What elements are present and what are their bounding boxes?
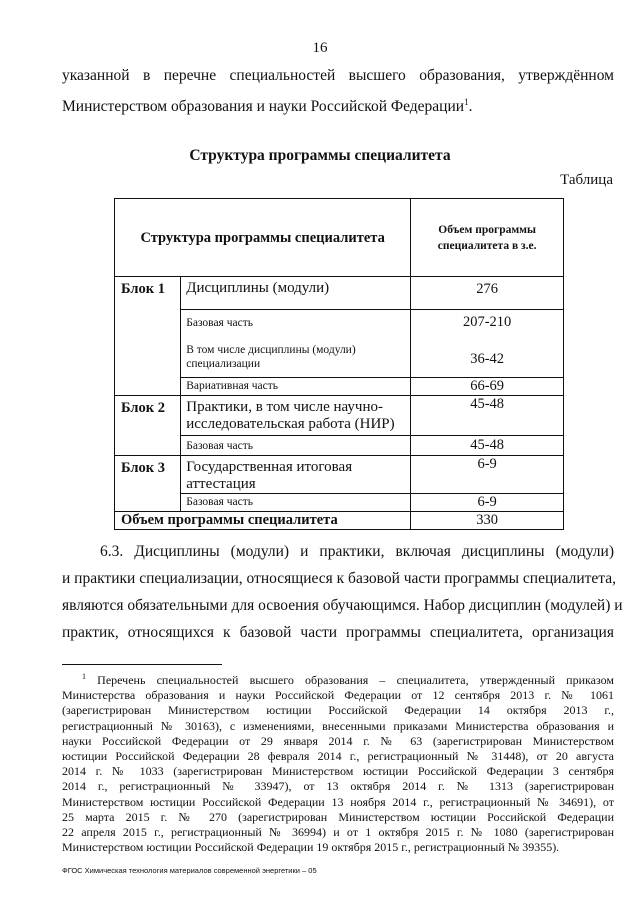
block1-var-row	[115, 378, 564, 396]
program-structure-table	[114, 198, 564, 530]
block1-spec-row	[115, 342, 564, 378]
body-line-4: практик, относящихся к базовой части программы специалитета, организация	[62, 624, 614, 641]
block3-base-label: Базовая часть	[181, 494, 411, 512]
footnote-line-7: 2014 г. № 1033 (зарегистрирован Министерством юстиции Российской Федерации 3 сентября	[62, 764, 614, 779]
intro-line-2-end: .	[468, 98, 473, 116]
page-number: 16	[312, 40, 328, 56]
table-header-row	[115, 199, 564, 277]
block1-var-value: 66-69	[411, 378, 564, 396]
body-line-1: 6.3. Дисциплины (модули) и практики, включая дисциплины (модули)	[100, 543, 614, 560]
total-label: Объем программы специалитета	[115, 512, 411, 530]
block3-label: Блок 3	[115, 456, 181, 512]
block3-name: Государственная итоговая аттестация	[181, 456, 411, 494]
footnote-reference: 1	[464, 97, 469, 107]
block2-name: Практики, в том числе научно-исследовательская работа (НИР)	[181, 396, 411, 436]
intro-line-1: указанной в перечне специальностей высшего образования, утверждённом	[62, 67, 614, 84]
block3-value: 6-9	[411, 456, 564, 494]
footnote-line-4: регистрационный № 30163), с изменениями, внесенными приказами Министерства образования и	[62, 718, 614, 733]
footnote-line-11: 22 апреля 2015 г., регистрационный № 36994) и от 1 октября 2015 г. № 1080 (зарегистрирован	[62, 825, 614, 840]
footnote-line-9: Министерством юстиции Российской Федерации 13 ноября 2014 г., регистрационный № 34691), от	[62, 794, 614, 809]
block3-base-row	[115, 494, 564, 512]
total-value: 330	[411, 512, 564, 530]
block1-label: Блок 1	[115, 277, 181, 396]
header-structure: Структура программы специалитета	[115, 199, 411, 277]
block1-name: Дисциплины (модули)	[181, 277, 411, 310]
footnote-line-1-text: Перечень специальностей высшего образования – специалитета, утвержденный приказом	[97, 673, 614, 687]
body-line-3: являются обязательными для освоения обучающимся. Набор дисциплин (модулей) и	[62, 597, 623, 614]
total-row	[115, 512, 564, 530]
header-volume: Объем программы специалитета в з.е.	[411, 199, 564, 277]
footnote-marker: 1	[82, 672, 86, 681]
block1-spec-label: В том числе дисциплины (модули) специализации	[181, 342, 411, 378]
block3-row	[115, 456, 564, 494]
block2-value: 45-48	[411, 396, 564, 436]
footnote-line-2: Министерства образования и науки Российской Федерации от 12 сентября 2013 г. № 1061	[62, 688, 614, 703]
table-label: Таблица	[560, 172, 613, 188]
footnote-line-1	[62, 669, 614, 688]
intro-line-2	[62, 89, 614, 120]
block1-var-label: Вариативная часть	[181, 378, 411, 396]
footnote-line-8: 2014 г., регистрационный № 33947), от 13 октября 2014 г. № 1313 (зарегистрирован	[62, 779, 614, 794]
footnote-line-12: Министерством юстиции Российской Федерации 19 октября 2015 г., регистрационный № 39355).	[62, 840, 560, 855]
block1-base-row	[115, 310, 564, 342]
footnote-line-3: (зарегистрирован Министерством юстиции Российской Федерации 14 октября 2013 г.,	[62, 703, 614, 718]
body-paragraph	[62, 538, 623, 646]
footnote-line-5: науки Российской Федерации от 29 января 2014 г. № 63 (зарегистрирован Министерством	[62, 733, 614, 748]
block2-label: Блок 2	[115, 396, 181, 456]
footnote-divider	[62, 664, 222, 665]
footnote	[62, 669, 614, 855]
block2-base-label: Базовая часть	[181, 436, 411, 456]
block2-base-value: 45-48	[411, 436, 564, 456]
page-footer: ФГОС Химическая технология материалов современной энергетики – 05	[62, 866, 317, 875]
footnote-line-10: 25 марта 2015 г. № 270 (зарегистрирован Министерством юстиции Российской Федерации	[62, 809, 614, 824]
block1-value: 276	[411, 277, 564, 310]
block1-base-value: 207-210	[411, 310, 564, 342]
table-title: Структура программы специалитета	[189, 147, 451, 164]
footnote-line-6: юстиции Российской Федерации 28 февраля 2014 г., регистрационный № 31448), от 20 августа	[62, 749, 614, 764]
block2-row	[115, 396, 564, 436]
block1-spec-value: 36-42	[411, 342, 564, 378]
intro-line-2-text: Министерством образования и науки Российской Федерации	[62, 98, 465, 116]
block1-base-label: Базовая часть	[181, 310, 411, 342]
body-line-2: и практики специализации, относящиеся к базовой части программы специалитета,	[62, 570, 616, 587]
block1-row	[115, 277, 564, 310]
intro-paragraph	[62, 62, 614, 120]
block3-base-value: 6-9	[411, 494, 564, 512]
block2-base-row	[115, 436, 564, 456]
